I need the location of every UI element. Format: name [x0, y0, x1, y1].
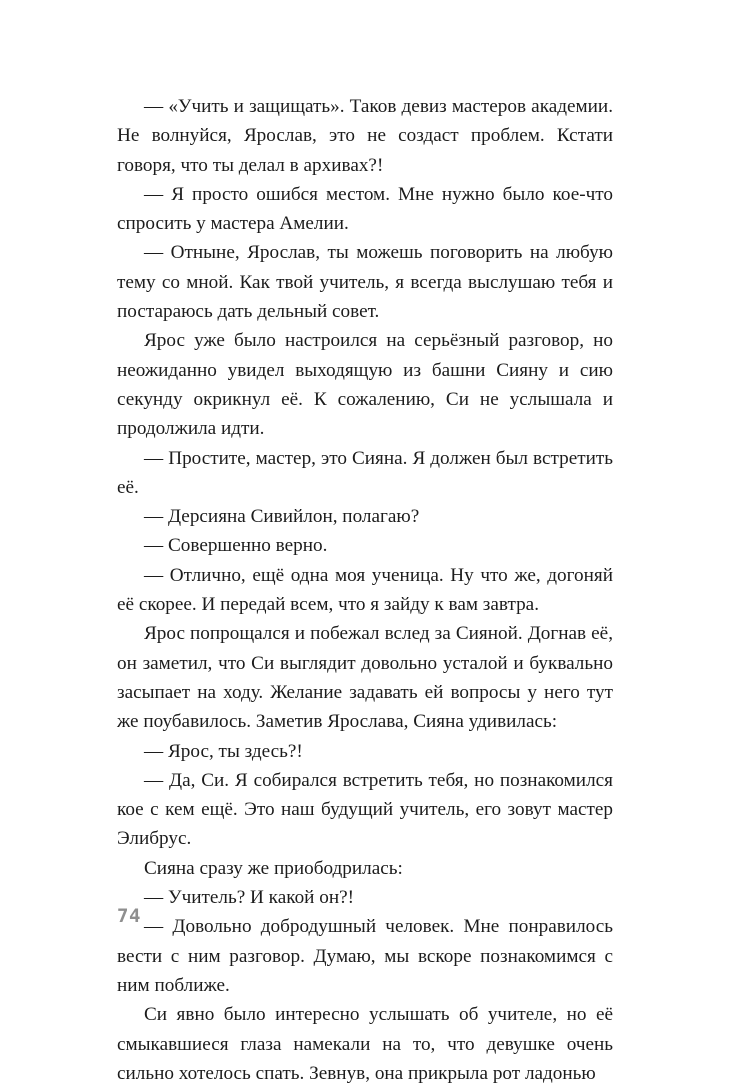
paragraph: Ярос уже было настроился на серьёзный разговор, но неожиданно увидел выходящую из башни Сияну и сию секунду окрикнул её. К сожалению, Си не услышала и продолжила идти. — [117, 330, 613, 440]
paragraph: — Совершенно верно. — [144, 535, 328, 557]
paragraph: — Да, Си. Я собирался встретить тебя, но познакомился кое с кем ещё. Это наш будущий учитель, его зовут мастер Элибрус. — [117, 769, 613, 850]
page-body-text — [117, 92, 613, 1088]
paragraph: — Ярос, ты здесь?! — [144, 740, 303, 762]
paragraph: — Я просто ошибся местом. Мне нужно было кое-что спросить у мастера Амелии. — [117, 183, 613, 235]
paragraph: — Дерсияна Сивийлон, полагаю? — [144, 506, 420, 528]
paragraph: Си явно было интересно услышать об учителе, но её смыкавшиеся глаза намекали на то, что девушке очень сильно хотелось спать. Зевнув, она прикрыла рот ладонью — [117, 1004, 613, 1084]
paragraph: Сияна сразу же приободрилась: — [144, 857, 403, 879]
page-number: 74 — [117, 905, 141, 927]
paragraph: — Учитель? И какой он?! — [144, 887, 355, 909]
paragraph: — Простите, мастер, это Сияна. Я должен был встретить её. — [117, 447, 613, 498]
paragraph: — Довольно добродушный человек. Мне понравилось вести с ним разговор. Думаю, мы вскоре познакомимся с ним поближе. — [117, 916, 613, 996]
paragraph: Ярос попрощался и побежал вслед за Сияной. Догнав её, он заметил, что Си выглядит довольно усталой и буквально засыпает на ходу. Желание задавать ей вопросы у него тут же поубавилось. Заметив Ярослава, Сияна удивилась: — [117, 623, 613, 733]
paragraph: — Отлично, ещё одна моя ученица. Ну что же, догоняй её скорее. И передай всем, что я зайду к вам завтра. — [117, 564, 613, 616]
paragraph: — «Учить и защищать». Таков девиз мастеров академии. Не волнуйся, Ярослав, это не создаст проблем. Кстати говоря, что ты делал в архивах?! — [117, 96, 613, 176]
paragraph: — Отныне, Ярослав, ты можешь поговорить на любую тему со мной. Как твой учитель, я всегда выслушаю тебя и постараюсь дать дельный совет. — [117, 242, 613, 323]
